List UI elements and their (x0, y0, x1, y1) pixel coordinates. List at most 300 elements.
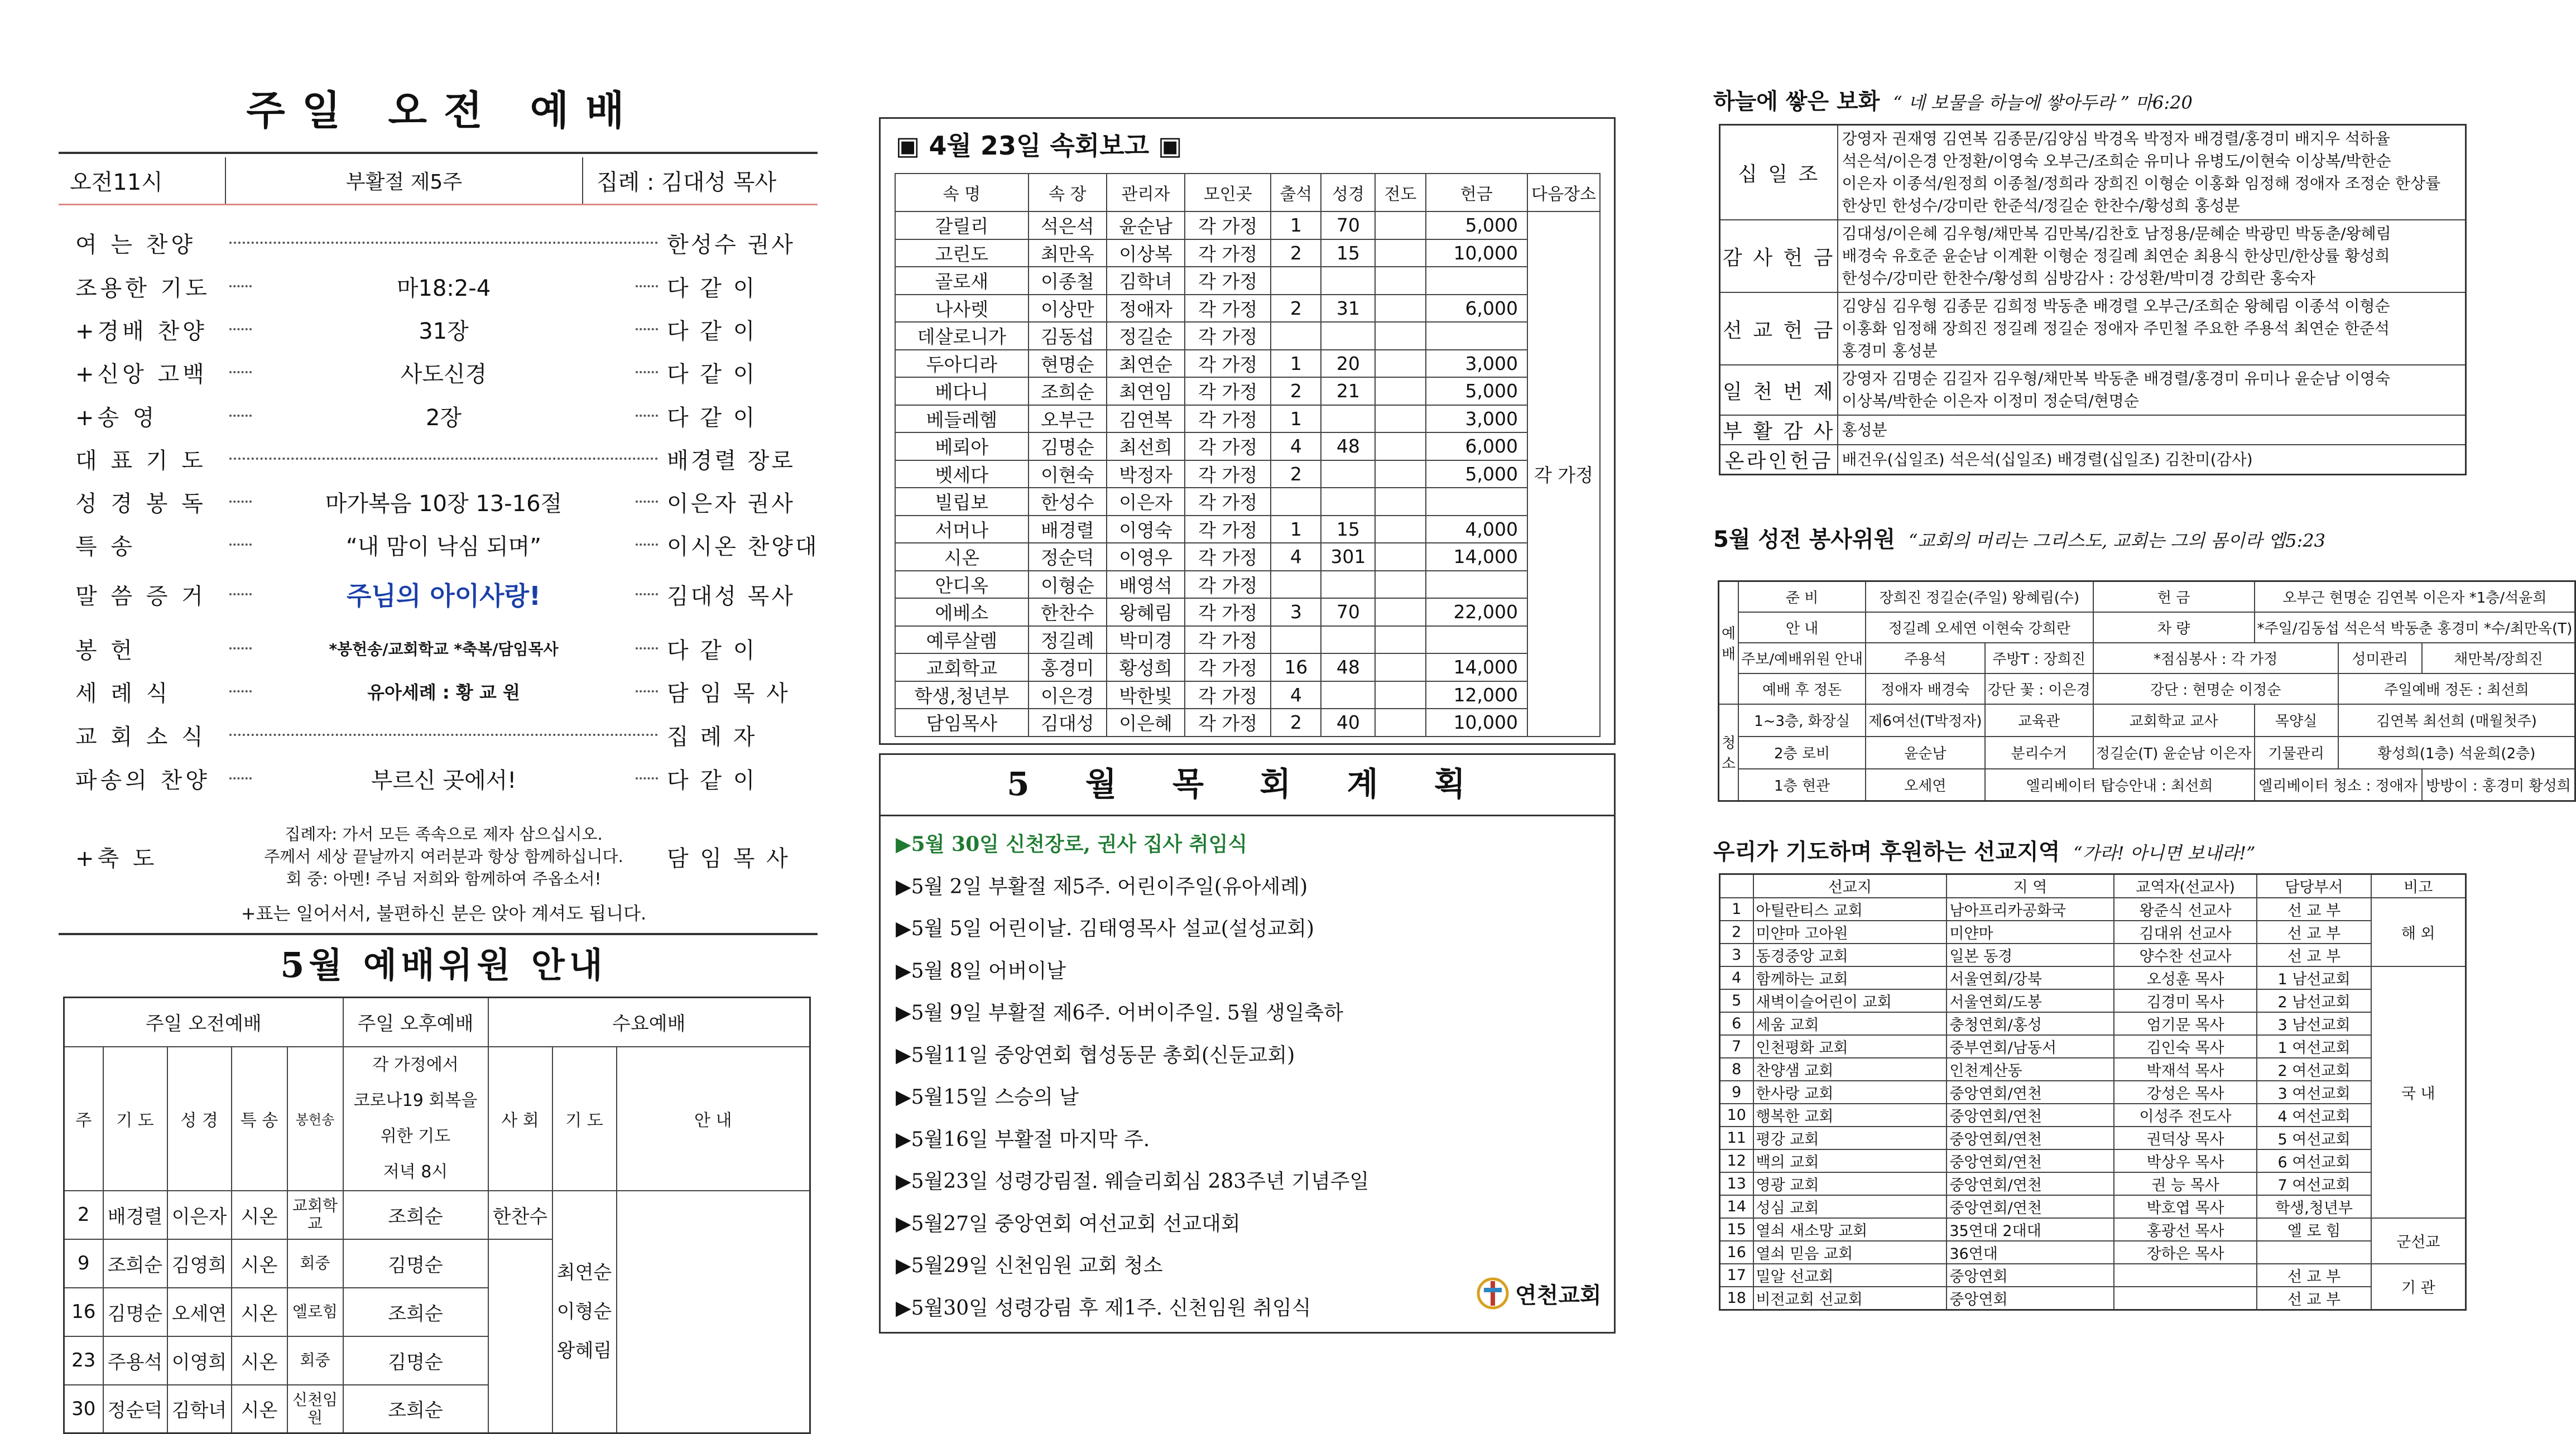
mission-cell (2114, 1264, 2257, 1287)
cell-value: 예루살렘 (895, 626, 1029, 654)
plan-title: 5 월 목 회 계 획 (1007, 765, 1488, 803)
plan-item: ▶5월30일 성령강림 후 제1주. 신천임원 취임식 (896, 1296, 1311, 1320)
offering-type: 일 천 번 제 (1720, 365, 1838, 415)
cell-value: 정애자 (1107, 295, 1185, 323)
staff-cell: 조희순 (103, 1239, 167, 1288)
staff-cell: 2 (64, 1191, 103, 1239)
cell-value: 홍경미 (1029, 653, 1107, 681)
order-leader: 배경렬 장로 (667, 447, 795, 474)
staff-cell: 김명순 (343, 1336, 488, 1385)
order-label: +신앙 고백 (75, 361, 208, 387)
order-content: “내 맘이 낙심 되며” (345, 533, 542, 560)
mission-cell: 3 남선교회 (2257, 1012, 2371, 1035)
cell-row (895, 377, 1600, 405)
svc-cell: 제6여선(T박정자) (1866, 704, 1984, 737)
cell-value: 2 (1271, 709, 1321, 737)
cell-col-header: 속 명 (895, 174, 1029, 211)
names-line: 이홍화 임정해 장희진 정길례 정길순 정애자 주민철 주요한 주용석 최연순 한준석 (1842, 319, 2390, 338)
svc-cell: 준 비 (1738, 581, 1866, 612)
order-leader: 이은자 권사 (667, 490, 795, 517)
order-content: *봉헌송/교회학교 *축복/담임목사 (329, 640, 559, 658)
order-item (75, 715, 823, 754)
mission-row (1720, 1058, 2466, 1081)
order-item (75, 759, 823, 798)
cell-value (1375, 295, 1425, 323)
cell-value: 31 (1321, 295, 1375, 323)
svc-cell: 김연복 최선희 (매월첫주) (2338, 704, 2575, 737)
mission-row (1720, 1127, 2466, 1149)
cell-value (1271, 571, 1321, 599)
mission-note: 국 내 (2371, 966, 2466, 1218)
staff-cell: 김명순 (343, 1239, 488, 1288)
cell-value: 이영숙 (1107, 516, 1185, 543)
cell-value: 1 (1271, 405, 1321, 433)
cell-value (1426, 267, 1528, 295)
cell-value (1375, 571, 1425, 599)
offering-type: 십 일 조 (1720, 125, 1838, 220)
cell-value: 3,000 (1426, 405, 1528, 433)
guide-name: 왕혜림 (556, 1339, 612, 1362)
cell-value: 갈릴리 (895, 211, 1029, 239)
svc-cell: 주방T : 장희진 (1985, 643, 2093, 673)
cell-value: 베다니 (895, 377, 1029, 405)
staff-cell: 회중 (287, 1336, 343, 1385)
mission-title-text: 우리가 기도하며 후원하는 선교지역 (1713, 839, 2060, 865)
cell-value (1321, 405, 1375, 433)
cell-value: 오부근 (1029, 405, 1107, 433)
cell-value: 베뢰아 (895, 432, 1029, 460)
mission-note: 군선교 (2371, 1218, 2466, 1264)
leader-dots (229, 777, 252, 779)
cell-value: 4,000 (1426, 516, 1528, 543)
leader-dots (636, 690, 658, 692)
mission-col-header: 비고 (2371, 874, 2466, 898)
mission-cell: 2 남선교회 (2257, 989, 2371, 1012)
staff-cell: 정순덕 (103, 1385, 167, 1433)
staff-cell: 교회학교 (287, 1191, 343, 1239)
cell-value (1426, 322, 1528, 350)
service-side: 예 배 (1719, 581, 1739, 704)
cell-value: 각 가정 (1185, 571, 1271, 599)
order-item (75, 672, 823, 711)
cell-value: 각 가정 (1185, 211, 1271, 239)
mission-row (1720, 1195, 2466, 1218)
cell-value: 이영우 (1107, 543, 1185, 571)
leader-dots (636, 647, 658, 649)
cell-value (1321, 681, 1375, 709)
staff-row (64, 1239, 810, 1288)
plan-item: ▶5월27일 중앙연회 여선교회 선교대회 (896, 1212, 1241, 1235)
mission-cell: 중앙연회/연천 (1947, 1081, 2113, 1104)
cell-row (895, 267, 1600, 295)
mission-cell: 중부연회/남동서 (1947, 1035, 2113, 1058)
cell-value (1321, 460, 1375, 488)
mission-cell: 일본 동경 (1947, 944, 2113, 966)
staff-cell: 조희순 (343, 1288, 488, 1336)
mission-cell: 영광 교회 (1753, 1172, 1947, 1195)
cell-value: 1 (1271, 516, 1321, 543)
staff-head: 주일 오후예배 (343, 998, 488, 1047)
svc-cell: 1~3층, 화장실 (1738, 704, 1866, 737)
mission-cell: 홍광선 목사 (2114, 1218, 2257, 1241)
cell-value: 두아디라 (895, 350, 1029, 378)
svc-cell: 오부근 현명순 김연복 이은자 *1층/석윤희 (2255, 581, 2575, 612)
cell-col-header: 헌금 (1426, 174, 1528, 211)
cell-value: 2 (1271, 377, 1321, 405)
mission-cell: 새벽이슬어린이 교회 (1753, 989, 1947, 1012)
cell-value: 한성수 (1029, 488, 1107, 516)
order-label: 말 씀 증 거 (75, 583, 206, 609)
svc-cell: 윤순남 (1866, 737, 1984, 769)
order-item (75, 396, 823, 435)
church-name: 연천교회 (1515, 1282, 1602, 1308)
leader-dots (636, 285, 658, 287)
mission-cell: 17 (1720, 1264, 1753, 1287)
names-line: 홍경미 홍성분 (1842, 341, 1938, 360)
cell-row (895, 543, 1600, 571)
cell-value: 배경렬 (1029, 516, 1107, 543)
order-label: 봉 헌 (75, 637, 136, 663)
mission-row (1720, 944, 2466, 966)
cell-value: 고린도 (895, 239, 1029, 267)
mission-cell: 이성주 전도사 (2114, 1104, 2257, 1127)
treasure-quote: “ 네 보물을 하늘에 쌓아두라 ” 마6:20 (1893, 92, 2193, 113)
cell-value: 21 (1321, 377, 1375, 405)
mission-cell: 중앙연회/연천 (1947, 1127, 2113, 1149)
cell-value (1321, 571, 1375, 599)
leader-dots (229, 543, 252, 546)
leader-dots (229, 734, 658, 736)
mission-row (1720, 1287, 2466, 1310)
cell-value: 10,000 (1426, 239, 1528, 267)
order-label: +송 영 (75, 405, 158, 431)
order-label: 여 는 찬양 (75, 232, 196, 258)
mission-quote: “가라! 아니면 보내라!” (2073, 843, 2256, 864)
mission-cell: 14 (1720, 1195, 1753, 1218)
cell-value (1375, 460, 1425, 488)
cell-value: 각 가정 (1185, 488, 1271, 516)
presider: 집례 : 김대성 목사 (597, 170, 777, 195)
cell-value (1321, 626, 1375, 654)
offering-row (1720, 445, 2466, 475)
staff-sub: 안 내 (617, 1047, 810, 1191)
mission-cell: 밀알 선교회 (1753, 1264, 1947, 1287)
order-content: 부르신 곳에서! (371, 767, 517, 793)
order-label: 성 경 봉 독 (75, 490, 206, 517)
mission-cell: 15 (1720, 1218, 1753, 1241)
mission-cell: 함께하는 교회 (1753, 966, 1947, 989)
mission-cell: 3 (1720, 944, 1753, 966)
names-line: 한상민 한성수/강미란 한준석/정길순 한찬수/황성희 홍성분 (1842, 196, 2240, 215)
cell-value (1426, 626, 1528, 654)
cell-value: 이종철 (1029, 267, 1107, 295)
staff-title: 5월 예배위원 안내 (280, 945, 607, 985)
order-leader: 다 같 이 (667, 767, 757, 793)
cell-value (1271, 626, 1321, 654)
mission-cell: 10 (1720, 1104, 1753, 1127)
bless-line: 집례자: 가서 모든 족속으로 제자 삼으십시오. (285, 825, 603, 844)
mission-cell: 4 (1720, 966, 1753, 989)
cell-row (895, 350, 1600, 378)
guide-name: 이형순 (556, 1300, 612, 1323)
bless-line: 회 중: 아멘! 주님 저희와 함께하여 주옵소서! (286, 869, 602, 888)
cell-value: 빌립보 (895, 488, 1029, 516)
cell-value: 최연순 (1107, 350, 1185, 378)
cell-value (1426, 488, 1528, 516)
cell-value: 나사렛 (895, 295, 1029, 323)
offering-names (1838, 125, 2466, 220)
leader-dots (636, 777, 658, 779)
leader-dots (229, 501, 252, 503)
mission-cell: 13 (1720, 1172, 1753, 1195)
mission-cell: 장하은 목사 (2114, 1241, 2257, 1264)
cell-value: 각 가정 (1185, 322, 1271, 350)
svc-cell: 황성희(1층) 석윤희(2층) (2338, 737, 2575, 769)
leader-dots (636, 371, 658, 373)
mission-cell: 엄기문 목사 (2114, 1012, 2257, 1035)
mission-cell: 1 여선교회 (2257, 1035, 2371, 1058)
cell-value: 최연임 (1107, 377, 1185, 405)
cell-value: 최만옥 (1029, 239, 1107, 267)
mission-col-header: 선교지 (1753, 874, 1947, 898)
mission-cell: 왕준식 선교사 (2114, 898, 2257, 921)
svc-cell: 성미관리 (2338, 643, 2422, 673)
standing-note: +표는 일어서서, 불편하신 분은 앉아 계셔도 됩니다. (241, 903, 647, 924)
cell-value (1375, 267, 1425, 295)
mission-cell: 김경미 목사 (2114, 989, 2257, 1012)
mission-cell: 9 (1720, 1081, 1753, 1104)
cell-value: 정순덕 (1029, 543, 1107, 571)
mission-row (1720, 1149, 2466, 1172)
cell-value: 김동섭 (1029, 322, 1107, 350)
svc-cell: 채만복/장희진 (2422, 643, 2575, 673)
svc-cell: 주보/예배위원 안내 (1738, 643, 1866, 673)
svc-cell: 기물관리 (2255, 737, 2338, 769)
mission-row (1720, 1081, 2466, 1104)
mission-cell: 박재석 목사 (2114, 1058, 2257, 1081)
mission-cell: 16 (1720, 1241, 1753, 1264)
cell-value (1375, 516, 1425, 543)
mission-cell (2257, 1241, 2371, 1264)
mission-cell: 학생,청년부 (2257, 1195, 2371, 1218)
cell-value: 이상복 (1107, 239, 1185, 267)
staff-cell: 시온 (232, 1239, 287, 1288)
staff-cell: 9 (64, 1239, 103, 1288)
staff-sub: 성 경 (167, 1047, 232, 1191)
cell-row (895, 571, 1600, 599)
staff-cell: 이은자 (167, 1191, 232, 1239)
staff-cell: 오세연 (167, 1288, 232, 1336)
page-title: 주일 오전 예배 (246, 86, 641, 134)
mission-cell: 비전교회 선교회 (1753, 1287, 1947, 1310)
mission-cell: 강성은 목사 (2114, 1081, 2257, 1104)
mission-cell: 박호엽 목사 (2114, 1195, 2257, 1218)
order-item (75, 525, 823, 564)
plan-item: ▶5월23일 성령강림절. 웨슬리회심 283주년 기념주일 (896, 1170, 1369, 1193)
staff-cell: 시온 (232, 1336, 287, 1385)
mission-table (1719, 873, 2467, 1311)
offering-type: 감 사 헌 금 (1720, 220, 1838, 292)
cell-value: 각 가정 (1185, 543, 1271, 571)
order-item (75, 482, 823, 521)
cell-value (1375, 405, 1425, 433)
offering-table (1719, 124, 2467, 475)
cell-value: 70 (1321, 211, 1375, 239)
cell-value: 벳세다 (895, 460, 1029, 488)
svc-cell: 교육관 (1985, 704, 2093, 737)
mission-row (1720, 921, 2466, 944)
cell-value: 2 (1271, 295, 1321, 323)
mission-cell (2114, 1287, 2257, 1310)
cell-value: 10,000 (1426, 709, 1528, 737)
guide-name: 최연순 (556, 1261, 612, 1284)
cell-row (895, 295, 1600, 323)
offering-names (1838, 220, 2466, 292)
cell-value: 4 (1271, 543, 1321, 571)
cell-value: 이현숙 (1029, 460, 1107, 488)
plan-item: ▶5월 30일 신천장로, 권사 집사 취임식 (896, 833, 1248, 856)
svc-cell: 헌 금 (2093, 581, 2255, 612)
cell-value: 40 (1321, 709, 1375, 737)
mission-cell: 인천계산동 (1947, 1058, 2113, 1081)
mission-row (1720, 1241, 2466, 1264)
cell-value: 15 (1321, 516, 1375, 543)
cell-value: 48 (1321, 432, 1375, 460)
leader-dots (636, 415, 658, 417)
worship-order-column (59, 0, 829, 1427)
mission-cell: 5 (1720, 989, 1753, 1012)
leader-dots (636, 328, 658, 330)
svc-cell: 분리수거 (1985, 737, 2093, 769)
order-content: 마18:2-4 (396, 275, 491, 301)
mission-cell: 오성훈 목사 (2114, 966, 2257, 989)
afternoon-line: 각 가정에서 (372, 1055, 459, 1075)
cell-value (1321, 322, 1375, 350)
names-line: 석은석/이은경 안정환/이영숙 오부근/조희순 유미나 유병도/이현숙 이상복/박한순 (1842, 152, 2391, 170)
mission-cell: 선 교 부 (2257, 898, 2371, 921)
offering-names (1838, 365, 2466, 415)
mission-cell: 남아프리카공화국 (1947, 898, 2113, 921)
cell-value: 5,000 (1426, 377, 1528, 405)
mission-cell: 아틸란티스 교회 (1753, 898, 1947, 921)
cell-report-title: ▣ 4월 23일 속회보고 ▣ (896, 131, 1183, 161)
svc-cell: 오세연 (1866, 769, 1984, 801)
cell-value: 이은자 (1107, 488, 1185, 516)
cell-col-header: 전도 (1375, 174, 1425, 211)
cell-row (895, 322, 1600, 350)
cell-value: 이은혜 (1107, 709, 1185, 737)
svc-cell: 엘리베이터 탑승안내 : 최선희 (1985, 769, 2255, 801)
mission-cell: 중앙연회/연천 (1947, 1104, 2113, 1127)
staff-head: 주일 오전예배 (64, 998, 343, 1047)
mission-cell: 세움 교회 (1753, 1012, 1947, 1035)
cell-value: 각 가정 (1185, 295, 1271, 323)
cell-value: 배영석 (1107, 571, 1185, 599)
mission-cell: 선 교 부 (2257, 1264, 2371, 1287)
mission-row (1720, 898, 2466, 921)
mission-cell: 6 여선교회 (2257, 1149, 2371, 1172)
cell-col-header: 다음장소 (1527, 174, 1600, 211)
leader-dots (229, 328, 252, 330)
staff-cell: 신천임원 (287, 1385, 343, 1433)
mission-cell: 중앙연회 (1947, 1287, 2113, 1310)
svc-cell: 1층 현관 (1738, 769, 1866, 801)
cell-row (895, 432, 1600, 460)
svc-cell: 주일예배 정돈 : 최선희 (2338, 673, 2575, 704)
svc-cell: 정길순(T) 윤순남 이은자 (2093, 737, 2255, 769)
plan-item: ▶5월15일 스승의 날 (896, 1086, 1079, 1109)
cell-value: 1 (1271, 350, 1321, 378)
cell-value: 3 (1271, 598, 1321, 626)
offering-type: 선 교 헌 금 (1720, 292, 1838, 365)
order-item (75, 310, 823, 349)
cell-value: 이상만 (1029, 295, 1107, 323)
svc-cell: 예배 후 정돈 (1738, 673, 1866, 704)
cell-value: 각 가정 (1185, 377, 1271, 405)
cell-value: 15 (1321, 239, 1375, 267)
svc-cell: 강단 : 현명순 이정순 (2093, 673, 2338, 704)
cell-value: 황성희 (1107, 653, 1185, 681)
mission-cell: 한사랑 교회 (1753, 1081, 1947, 1104)
order-label: 조용한 기도 (75, 275, 210, 301)
leader-dots (229, 242, 658, 244)
cell-value: 14,000 (1426, 653, 1528, 681)
order-leader: 집 례 자 (667, 724, 757, 750)
cell-value (1321, 267, 1375, 295)
guide-cell (552, 1191, 617, 1433)
cell-value (1375, 543, 1425, 571)
staff-cell: 김학녀 (167, 1385, 232, 1433)
cell-value (1375, 681, 1425, 709)
plan-item: ▶5월 2일 부활절 제5주. 어린이주일(유아세례) (896, 875, 1308, 898)
svc-cell: 정애자 배경숙 (1866, 673, 1984, 704)
names-line: 배경숙 유호준 윤순남 이계환 이형순 정길례 최연순 최용식 한상민/한상률 황성희 (1842, 247, 2390, 265)
cell-value: 16 (1271, 653, 1321, 681)
cell-value: 골로새 (895, 267, 1029, 295)
mission-cell: 김대위 선교사 (2114, 921, 2257, 944)
mission-cell: 서울연회/강북 (1947, 966, 2113, 989)
order-content: 주님의 아이사랑! (346, 581, 541, 611)
cell-value (1426, 571, 1528, 599)
order-leader: 다 같 이 (667, 405, 757, 431)
cell-value: 1 (1271, 211, 1321, 239)
mission-note: 해 외 (2371, 898, 2466, 966)
cell-row (895, 709, 1600, 737)
cell-value (1271, 322, 1321, 350)
mission-cell: 11 (1720, 1127, 1753, 1149)
mission-cell: 3 여선교회 (2257, 1081, 2371, 1104)
cell-report-table (895, 173, 1601, 737)
leader-dots (229, 415, 252, 417)
cell-value: 서머나 (895, 516, 1029, 543)
cross-logo-icon (1476, 1277, 1510, 1310)
mission-col-header: 교역자(선교사) (2114, 874, 2257, 898)
order-label: +경배 찬양 (75, 318, 208, 344)
leader-dots (229, 285, 252, 287)
cell-value: 최선희 (1107, 432, 1185, 460)
order-item (75, 267, 823, 306)
mission-cell: 성심 교회 (1753, 1195, 1947, 1218)
cell-value (1375, 432, 1425, 460)
mission-cell: 1 남선교회 (2257, 966, 2371, 989)
leader-dots (636, 593, 658, 595)
order-item (75, 629, 823, 668)
treasure-title-text: 하늘에 쌓은 보화 (1713, 89, 1880, 114)
svc-cell: 목양실 (2255, 704, 2338, 737)
staff-row (64, 1385, 810, 1433)
cell-value: 시온 (895, 543, 1029, 571)
offering-names (1838, 292, 2466, 365)
